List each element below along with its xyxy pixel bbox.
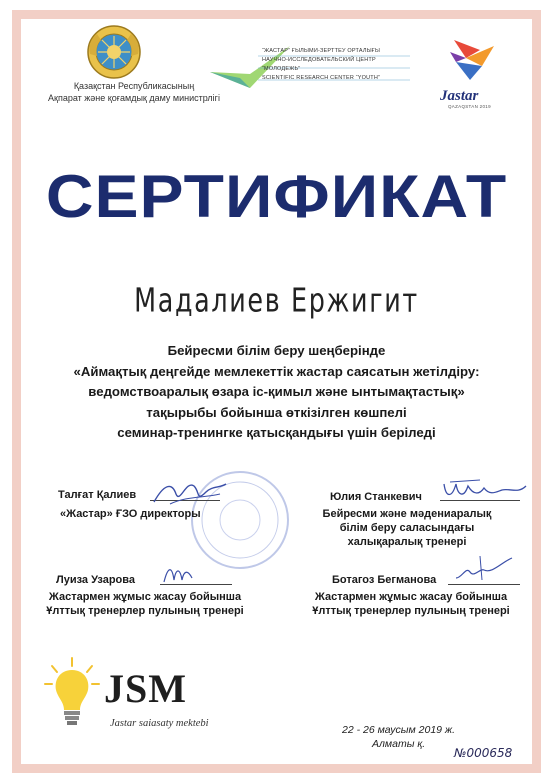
signatory-2-role: [298, 507, 516, 549]
signatory-2-role-line-3: халықаралық тренері: [347, 536, 467, 548]
signatory-4-name: Ботагоз Бегманова: [332, 574, 437, 586]
signature-line-4: [448, 584, 520, 585]
research-center-line-2: НАУЧНО-ИССЛЕДОВАТЕЛЬСКИЙ ЦЕНТР “МОЛОДЕЖЬ”: [262, 57, 376, 72]
signature-2-icon: [440, 476, 530, 508]
event-city: Алматы қ.: [372, 738, 426, 750]
signatory-3-role-line-1: Жастармен жұмыс жасау бойынша: [48, 591, 242, 603]
research-center-line-3: SCIENTIFIC RESEARCH CENTER “YOUTH”: [262, 75, 381, 81]
signatory-4-role: [296, 590, 526, 618]
body-line-3: ведомствоаралық өзара іс-қимыл және ынтымақтастық»: [88, 384, 465, 399]
research-center-names: [262, 47, 412, 83]
signatory-3-role: [30, 590, 260, 618]
jsm-logo-text: JSM: [104, 666, 187, 711]
signature-3-icon: [158, 560, 208, 588]
body-line-2: «Аймақтық деңгейде мемлекеттік жастар саясатын жетілдіру:: [73, 363, 480, 379]
certificate-body: [0, 341, 553, 444]
certificate-title: СЕРТИФИКАТ: [45, 161, 508, 231]
signatory-1-role: «Жастар» ҒЗО директоры: [60, 508, 201, 520]
jsm-subtitle: Jastar saiasaty mektebi: [110, 718, 209, 729]
research-center-line-1: “ЖАСТАР” ҒЫЛЫМИ-ЗЕРТТЕУ ОРТАЛЫҒЫ: [262, 48, 381, 54]
signatory-3-name: Луиза Узарова: [56, 574, 136, 586]
body-line-1: Бейресми білім беру шеңберінде: [167, 343, 386, 358]
recipient-name: Мадалиев Ержигит: [134, 282, 419, 320]
signatory-4-role-line-2: Ұлттық тренерлер пулының тренері: [312, 605, 510, 617]
ministry-line-1: Қазақстан Республикасының: [73, 81, 195, 91]
jastar-wordmark: Jastar: [440, 88, 479, 104]
ministry-line-2: Ақпарат және қоғамдық даму министрлігі: [48, 93, 220, 103]
signatory-1-name: Талғат Қалиев: [58, 489, 137, 501]
body-line-4: тақырыбы бойынша өткізілген көшпелі: [146, 404, 407, 420]
jastar-subtitle: QAZAQSTAN 2019: [448, 104, 491, 109]
lightbulb-icon: [42, 656, 102, 730]
event-date: 22 - 26 маусым 2019 ж.: [342, 724, 456, 736]
signatory-2-name: Юлия Станкевич: [330, 491, 422, 503]
signature-4-icon: [452, 552, 522, 584]
signatory-2-role-line-2: білім беру саласындағы: [339, 522, 475, 534]
state-emblem-icon: [85, 24, 143, 80]
signatory-2-role-line-1: Бейресми және мәдениаралық: [322, 508, 492, 520]
serial-number: №000658: [454, 746, 513, 760]
signatory-3-role-line-2: Ұлттық тренерлер пулының тренері: [46, 605, 244, 617]
body-line-5: семинар-тренингке қатысқандығы үшін беріледі: [117, 425, 436, 440]
ministry-caption: [34, 80, 234, 104]
signature-1-icon: [150, 474, 230, 510]
signatory-4-role-line-1: Жастармен жұмыс жасау бойынша: [314, 591, 508, 603]
